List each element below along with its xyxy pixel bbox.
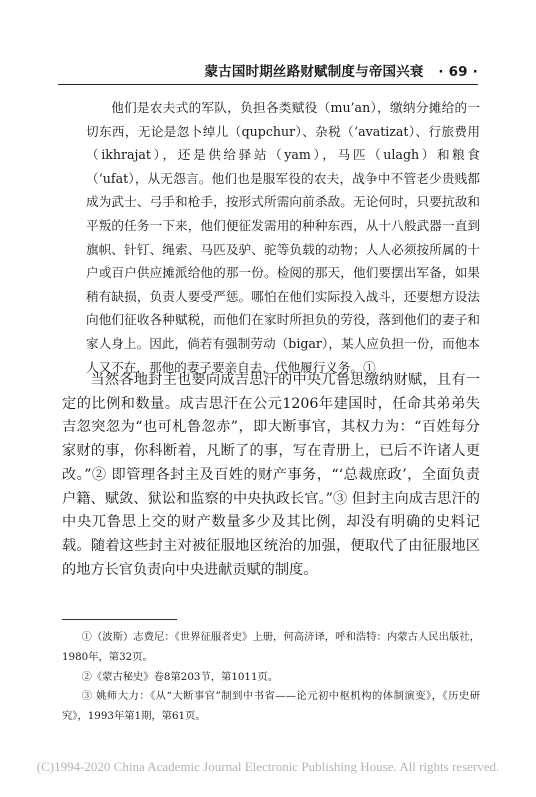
footnote-rule — [62, 619, 177, 620]
header-rule — [58, 84, 478, 85]
footnotes — [62, 628, 480, 727]
footnote-1: ①（波斯）志费尼：《世界征服者史》上册，何高济译，呼和浩特：内蒙古人民出版社，1980年，第32页。 — [62, 631, 480, 663]
running-title: 蒙古国时期丝路财赋制度与帝国兴衰 — [204, 64, 424, 80]
footnote-3: ③ 姚师大力：《从“大断事官”制到中书省——论元初中枢机构的体制演变》，《历史研究》，1993年第1期，第61页。 — [62, 690, 480, 723]
running-header — [58, 60, 478, 82]
footnote-2: ②《蒙古秘史》卷8第203节，第1011页。 — [81, 670, 279, 683]
block-quote: 他们是农夫式的军队，负担各类赋役（mu’an），缴纳分摊给的一切东西，无论是忽卜绰儿（qupchur）、杂税（‘avatizat）、行旅费用（ikhrajat），还是供给驿站（yam），马匹（ulagh）和粮食（‘ufat），从无怨言。他们也是服军役的农夫，战争中不管老少贵贱都成为武士、弓手和枪手，按形式所需向前杀敌。无论何时，只要抗敌和平叛的任务一下来，他们便征发需用的种种东西，从十八般武器一直到旗帜、针钉、绳索、马匹及驴、驼等负载的动物；人人必须按所属的十户或百户供应摊派给他的那一份。检阅的那天，他们要摆出军备，如果稍有缺损，负责人要受严惩。哪怕在他们实际投入战斗，还要想方设法向他们征收各种赋税，而他们在家时所担负的劳役，落到他们的妻子和家人身上。因此，倘若有强制劳动（bigar），某人应负担一份，而他本人又不在，那他的妻子要亲自去，代他履行义务。① — [86, 100, 480, 375]
body-paragraph: 当然各地封主也要向成吉思汗的中央兀鲁思缴纳财赋，且有一定的比例和数量。成吉思汗在公元1206年建国时，任命其弟弟失吉忽突忽为“也可札鲁忽赤”，即大断事官，其权力为：“百姓每分家财的事，你科断着，凡断了的事，写在青册上，已后不许诸人更改。”② 即管理各封主及百姓的财产事务，“‘总裁庶政’，全面负责户籍、赋敛、狱讼和监察的中央执政长官。”③ 但封主向成吉思汗的中央兀鲁思上交的财产数量多少及其比例，却没有明确的史料记载。随着这些封主对被征服地区统治的加强，便取代了由征服地区的地方长官负责向中央进献贡赋的制度。 — [62, 372, 480, 578]
page-number: · 69 · — [438, 64, 478, 80]
copyright-watermark: (C)1994-2020 China Academic Journal Electronic Publishing House. All rights reserved. — [36, 759, 500, 774]
